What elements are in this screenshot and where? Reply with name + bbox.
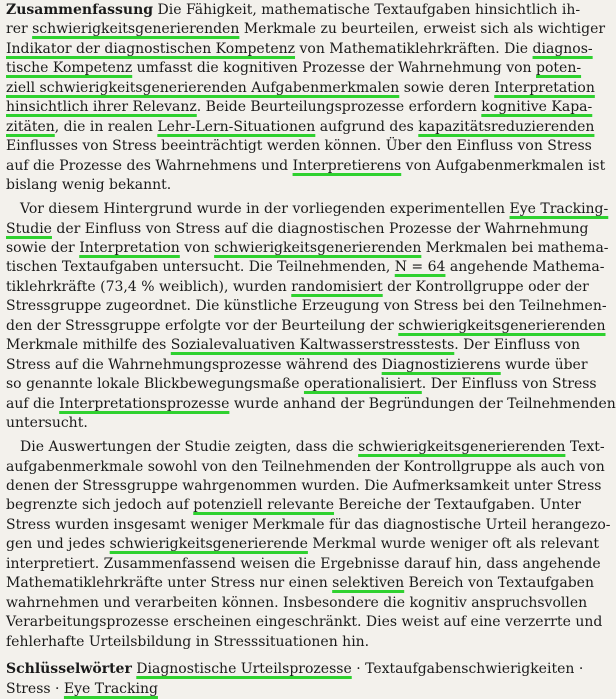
abstract-p2-line <box>6 297 607 316</box>
highlighted-phrase: randomisiert <box>291 279 383 295</box>
abstract-p3-line <box>6 516 611 535</box>
text-run: tischen Textaufgaben untersucht. Die Teilnehmenden, <box>6 259 395 275</box>
highlighted-phrase: Indikator der diagnostischen Kompetenz <box>6 41 296 57</box>
text-run: Mathematiklehrkräfte unter Stress nur einen <box>6 575 333 591</box>
abstract-p1-line <box>6 59 582 78</box>
abstract-p2-line <box>6 258 605 277</box>
abstract-p1-line <box>6 137 592 156</box>
text-run: untersucht. <box>6 415 88 431</box>
abstract-p2-line <box>20 200 609 219</box>
highlighted-phrase: hinsichtlich ihrer Relevanz <box>6 99 197 115</box>
text-run: Stressgruppe zugeordnet. Die künstliche Erzeugung von Stress bei den Teilnehmen- <box>6 298 607 314</box>
highlighted-phrase: Eye Tracking <box>63 681 158 697</box>
abstract-p1-line <box>6 176 556 195</box>
abstract-p2-line <box>6 375 597 394</box>
text-run: von Aufgabenmerkmalen ist <box>401 158 606 174</box>
highlighted-phrase: selektiven <box>332 575 405 591</box>
text-run: Stress · <box>6 681 64 697</box>
highlighted-phrase: Interpretierens <box>292 158 402 174</box>
text-run: Merkmale mithilfe des <box>6 337 171 353</box>
abstract-p1-line <box>6 20 606 39</box>
abstract-p1-line <box>6 1 581 20</box>
text-run: denen der Stressgruppe wahrgenommen wurden. Die Aufmerksamkeit unter Stress <box>6 478 602 494</box>
text-run: Die Auswertungen der Studie zeigten, dass die <box>20 439 359 455</box>
text-run: interpretiert. Zusammenfassend weisen die Ergebnisse darauf hin, dass angehende <box>6 556 601 572</box>
abstract-p1-line <box>6 40 593 59</box>
highlighted-phrase: schwierigkeitsgenerierenden <box>358 439 566 455</box>
highlighted-phrase: Sozialevaluativen Kaltwasserstresstests <box>170 337 455 353</box>
abstract-p3-line <box>6 535 600 554</box>
abstract-p3-line <box>20 438 605 457</box>
abstract-p3-line <box>6 613 603 632</box>
abstract-p2-line <box>6 336 581 355</box>
text-run: , die in realen <box>54 119 158 135</box>
text-run: aufgabenmerkmale sowohl von den Teilnehmenden der Kontrollgruppe als auch von <box>6 459 605 475</box>
text-run: bislang wenig bekannt. <box>6 177 172 193</box>
abstract-p3-line <box>6 458 605 477</box>
highlighted-phrase: Interpretationsprozesse <box>59 396 230 412</box>
text-run: von <box>179 240 215 256</box>
abstract-p2-line <box>6 278 589 297</box>
abstract-p2-line <box>6 220 589 239</box>
highlighted-phrase: zitäten <box>6 119 55 135</box>
text-run: Text- <box>565 439 605 455</box>
abstract-p1-line <box>6 98 593 117</box>
text-run: Merkmale zu beurteilen, erweist sich als wichtiger <box>239 21 606 37</box>
text-run: den der Stressgruppe erfolgte vor der Beurteilung der <box>6 318 399 334</box>
text-run: Merkmal wurde weniger oft als relevant <box>307 536 600 552</box>
highlighted-phrase: schwierigkeitsgenerierenden <box>398 318 606 334</box>
text-run: Bereich von Textaufgaben <box>404 575 594 591</box>
highlighted-phrase: Eye Tracking- <box>509 201 609 217</box>
highlighted-phrase: Diagnostische Urteilsprozesse <box>136 661 352 677</box>
text-run: auf die <box>6 396 60 412</box>
highlighted-phrase: ziell schwierigkeitsgenerierenden Aufgabenmerkmalen <box>6 80 400 96</box>
text-run: von Mathematiklehrkräften. Die <box>295 41 533 57</box>
text-run: begrenzte sich jedoch auf <box>6 497 194 513</box>
highlighted-phrase: kapazitätsreduzierenden <box>418 119 595 135</box>
text-run: . Der Einfluss von <box>454 337 581 353</box>
highlighted-phrase: operationalisiert <box>303 376 422 392</box>
abstract-p3-line <box>6 555 601 574</box>
text-run: tiklehrkräfte (73,4 % weiblich), wurden <box>6 279 292 295</box>
text-run: . Beide Beurteilungsprozesse erfordern <box>196 99 482 115</box>
text-run: wurde über <box>500 357 588 373</box>
text-run: . Der Einfluss von Stress <box>421 376 597 392</box>
text-run: Verarbeitungsprozesse erscheinen eingeschränkt. Dies weist auf eine verzerrte und <box>6 614 603 630</box>
abstract-p2-line <box>6 395 616 414</box>
abstract-p2-line <box>6 239 609 258</box>
abstract-p2-line <box>6 317 606 336</box>
text-run: gen und jedes <box>6 536 110 552</box>
abstract-p3-line <box>6 477 602 496</box>
highlighted-phrase: diagnos- <box>532 41 593 57</box>
abstract-p3-line <box>6 633 556 652</box>
text-run: Einflusses von Stress beeinträchtigt werden können. Über den Einfluss von Stress <box>6 138 592 154</box>
text-run: aufgrund des <box>315 119 419 135</box>
highlighted-phrase: Studie <box>6 221 52 237</box>
text-run: wahrnehmen und verarbeiten können. Insbesondere die kognitiv anspruchsvollen <box>6 595 588 611</box>
text-run: sowie der <box>6 240 80 256</box>
highlighted-phrase: Interpretation <box>494 80 595 96</box>
abstract-p1-line <box>6 157 606 176</box>
abstract-p3-line <box>6 496 581 515</box>
text-run: der Kontrollgruppe oder der <box>382 279 589 295</box>
text-run: Bereiche der Textaufgaben. Unter <box>334 497 581 513</box>
abstract-p1-line <box>6 118 595 137</box>
highlighted-phrase: potenziell relevante <box>193 497 335 513</box>
text-run: Vor diesem Hintergrund wurde in der vorliegenden experimentellen <box>20 201 510 217</box>
highlighted-phrase: poten- <box>536 60 582 76</box>
abstract-p1-line <box>6 79 595 98</box>
keywords-line <box>6 660 584 679</box>
text-run: Merkmalen bei mathema- <box>421 240 609 256</box>
highlighted-phrase: schwierigkeitsgenerierenden <box>214 240 422 256</box>
section-heading: Schlüsselwörter <box>6 661 132 677</box>
text-run: der Einfluss von Stress auf die diagnostischen Prozesse der Wahrnehmung <box>51 221 589 237</box>
text-run: rer <box>6 21 33 37</box>
highlighted-phrase: schwierigkeitsgenerierende <box>109 536 308 552</box>
text-run: angehende Mathema- <box>445 259 605 275</box>
highlighted-phrase: Diagnostizierens <box>381 357 501 373</box>
keywords-line <box>6 680 556 699</box>
text-run: sowie deren <box>399 80 495 96</box>
text-run: fehlerhafte Urteilsbildung in Stresssituationen hin. <box>6 634 370 650</box>
highlighted-phrase: tische Kompetenz <box>6 60 133 76</box>
highlighted-phrase: schwierigkeitsgenerierenden <box>32 21 240 37</box>
text-run: auf die Prozesse des Wahrnehmens und <box>6 158 293 174</box>
highlighted-phrase: N = 64 <box>394 259 446 275</box>
abstract-p3-line <box>6 574 594 593</box>
highlighted-phrase: Lehr-Lern-Situationen <box>157 119 316 135</box>
text-run: Stress auf die Wahrnehmungsprozesse während des <box>6 357 382 373</box>
highlighted-phrase: Interpretation <box>79 240 180 256</box>
text-run: · Textaufgabenschwierigkeiten · <box>351 661 584 677</box>
text-run: umfasst die kognitiven Prozesse der Wahrnehmung von <box>132 60 537 76</box>
highlighted-phrase: kognitive Kapa- <box>481 99 593 115</box>
text-run: wurde anhand der Begründungen der Teilnehmenden <box>229 396 616 412</box>
abstract-p2-line <box>6 356 588 375</box>
section-heading: Zusammenfassung <box>6 2 154 18</box>
abstract-p2-line <box>6 414 556 433</box>
text-run: Die Fähigkeit, mathematische Textaufgaben hinsichtlich ih- <box>153 2 581 18</box>
abstract-p3-line <box>6 594 588 613</box>
text-run: so genannte lokale Blickbewegungsmaße <box>6 376 304 392</box>
text-run: Stress wurden insgesamt weniger Merkmale für das diagnostische Urteil herangezo- <box>6 517 611 533</box>
